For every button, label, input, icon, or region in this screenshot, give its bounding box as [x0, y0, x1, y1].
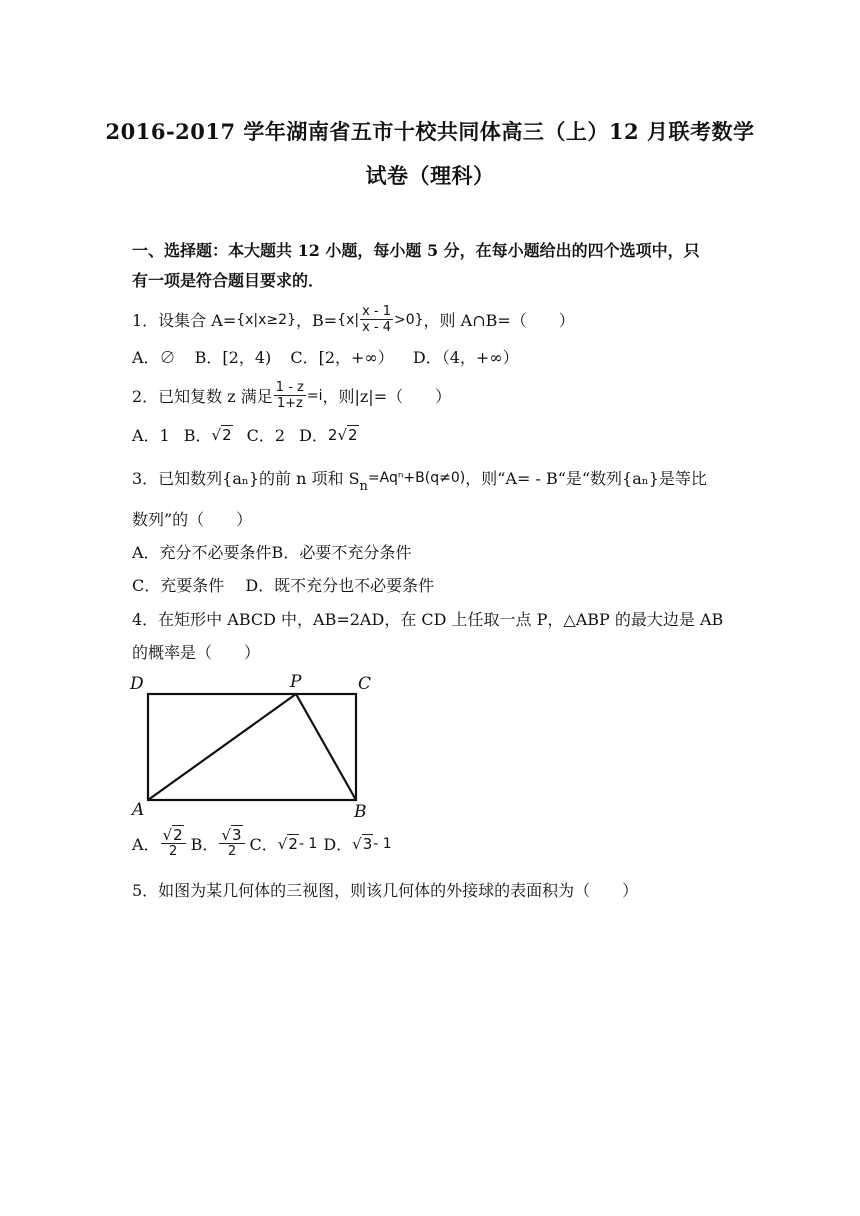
q2-frac-num: 1 - z	[275, 380, 304, 395]
q1-frac-den: x - 4	[362, 320, 391, 335]
q3-suffix: ，则“A= - B“是“数列{aₙ}是等比	[465, 469, 707, 488]
q1-option-c: C．[2，+∞）	[290, 348, 394, 367]
q2-suffix: ，则|z|=（ ）	[322, 387, 452, 406]
q4-option-c-sqrt: √2	[277, 834, 298, 853]
q4-option-a-num: √2	[161, 828, 186, 844]
label-b: B	[354, 802, 367, 822]
q1-set-b-close: >0}	[394, 311, 424, 328]
question-4-line-2: 的概率是（ ）	[132, 643, 261, 662]
segment-pb	[296, 694, 356, 800]
section-heading-line-2: 有一项是符合题目要求的．	[132, 271, 325, 290]
q4-option-c-label: C．	[249, 835, 278, 854]
page-title-line-1: 2016-2017 学年湖南省五市十校共同体高三（上）12 月联考数学	[105, 119, 755, 144]
q2-option-c: C．2	[246, 426, 286, 445]
q1-frac-num: x - 1	[362, 304, 391, 319]
q2-prefix: 2．已知复数 z 满足	[132, 387, 273, 406]
q2-option-d-label: D．	[299, 426, 328, 445]
q2-options	[132, 423, 373, 446]
q1-fraction	[360, 304, 393, 335]
q4-options	[132, 828, 406, 859]
label-c: C	[358, 674, 372, 694]
section-heading-line-1: 一、选择题：本大题共 12 小题，每小题 5 分，在每小题给出的四个选项中，只	[132, 241, 700, 260]
q4-option-a-label: A．	[132, 835, 160, 854]
q4-option-d-sqrt: √3	[352, 834, 373, 853]
q4-option-b	[191, 828, 246, 859]
q3-options-line-2: C．充要条件 D．既不充分也不必要条件	[132, 576, 435, 595]
q4-option-c-tail: - 1	[298, 835, 318, 852]
label-p: P	[290, 672, 302, 692]
question-1	[132, 304, 575, 335]
q1-mid: ，B=	[295, 311, 338, 330]
q1-suffix: ，则 A∩B=（ ）	[423, 311, 575, 330]
q1-set-a: {x|x≥2}	[236, 311, 296, 328]
question-5: 5．如图为某几何体的三视图，则该几何体的外接球的表面积为（ ）	[132, 881, 639, 900]
q4-option-d-label: D．	[323, 835, 353, 854]
q4-option-a-radicand: 2	[173, 826, 183, 844]
q2-eq: =i	[306, 387, 323, 404]
q4-option-b-num: √3	[219, 828, 244, 844]
label-a: A	[132, 800, 145, 820]
q2-option-b-radicand: 2	[222, 425, 232, 444]
segment-ap	[148, 694, 296, 800]
q1-set-b-open: {x|	[337, 311, 360, 328]
q2-option-d	[299, 423, 359, 446]
q3-options-line-1: A．充分不必要条件B．必要不充分条件	[132, 543, 412, 562]
q4-option-d-radicand: 3	[362, 834, 373, 853]
q2-option-d-radicand: 2	[348, 425, 358, 444]
q2-frac-den: 1+z	[276, 396, 303, 411]
q4-option-c	[250, 832, 318, 855]
q4-option-a	[132, 828, 187, 859]
q3-line-2: 数列”的（ ）	[132, 510, 253, 529]
q2-option-b-sqrt: √2	[211, 425, 232, 444]
page-title-line-2: 试卷（理科）	[365, 163, 495, 188]
q4-option-b-label: B．	[190, 835, 219, 854]
q4-option-c-radicand: 2	[288, 834, 298, 853]
q1-prefix: 1．设集合 A=	[132, 311, 237, 330]
q2-option-d-coef: 2	[327, 425, 338, 444]
q2-option-b-label: B．	[183, 426, 212, 445]
q2-fraction	[274, 380, 306, 411]
q4-option-a-frac	[161, 828, 186, 859]
q3-prefix: 3．已知数列{aₙ}的前 n 项和 S	[132, 469, 360, 488]
q4-option-b-den: 2	[227, 844, 237, 859]
q2-option-a: A．1	[132, 426, 170, 445]
q4-option-d	[323, 832, 391, 855]
q1-option-a: A．∅	[132, 348, 176, 367]
question-4-line-1: 4．在矩形中 ABCD 中，AB=2AD，在 CD 上任取一点 P，△ABP 的最大边是 AB	[132, 610, 724, 629]
label-d: D	[130, 674, 144, 694]
q1-option-d: D．（4，+∞）	[412, 348, 519, 367]
q1-options	[132, 345, 533, 368]
q4-option-b-radicand: 3	[232, 826, 242, 844]
rectangle-diagram	[128, 676, 378, 824]
q4-option-a-den: 2	[168, 844, 178, 859]
q4-option-b-frac	[219, 828, 244, 859]
q2-option-b	[184, 423, 233, 446]
q4-option-d-tail: - 1	[373, 835, 392, 852]
q2-option-d-sqrt: 2√2	[327, 425, 358, 444]
q3-subscript-n: n	[359, 479, 368, 494]
question-3	[132, 466, 707, 494]
q3-formula: =Aqⁿ+B(q≠0)	[367, 469, 466, 486]
question-2	[132, 380, 451, 411]
rectangle-figure	[128, 672, 378, 824]
q1-option-b: B．[2，4)	[194, 348, 272, 367]
